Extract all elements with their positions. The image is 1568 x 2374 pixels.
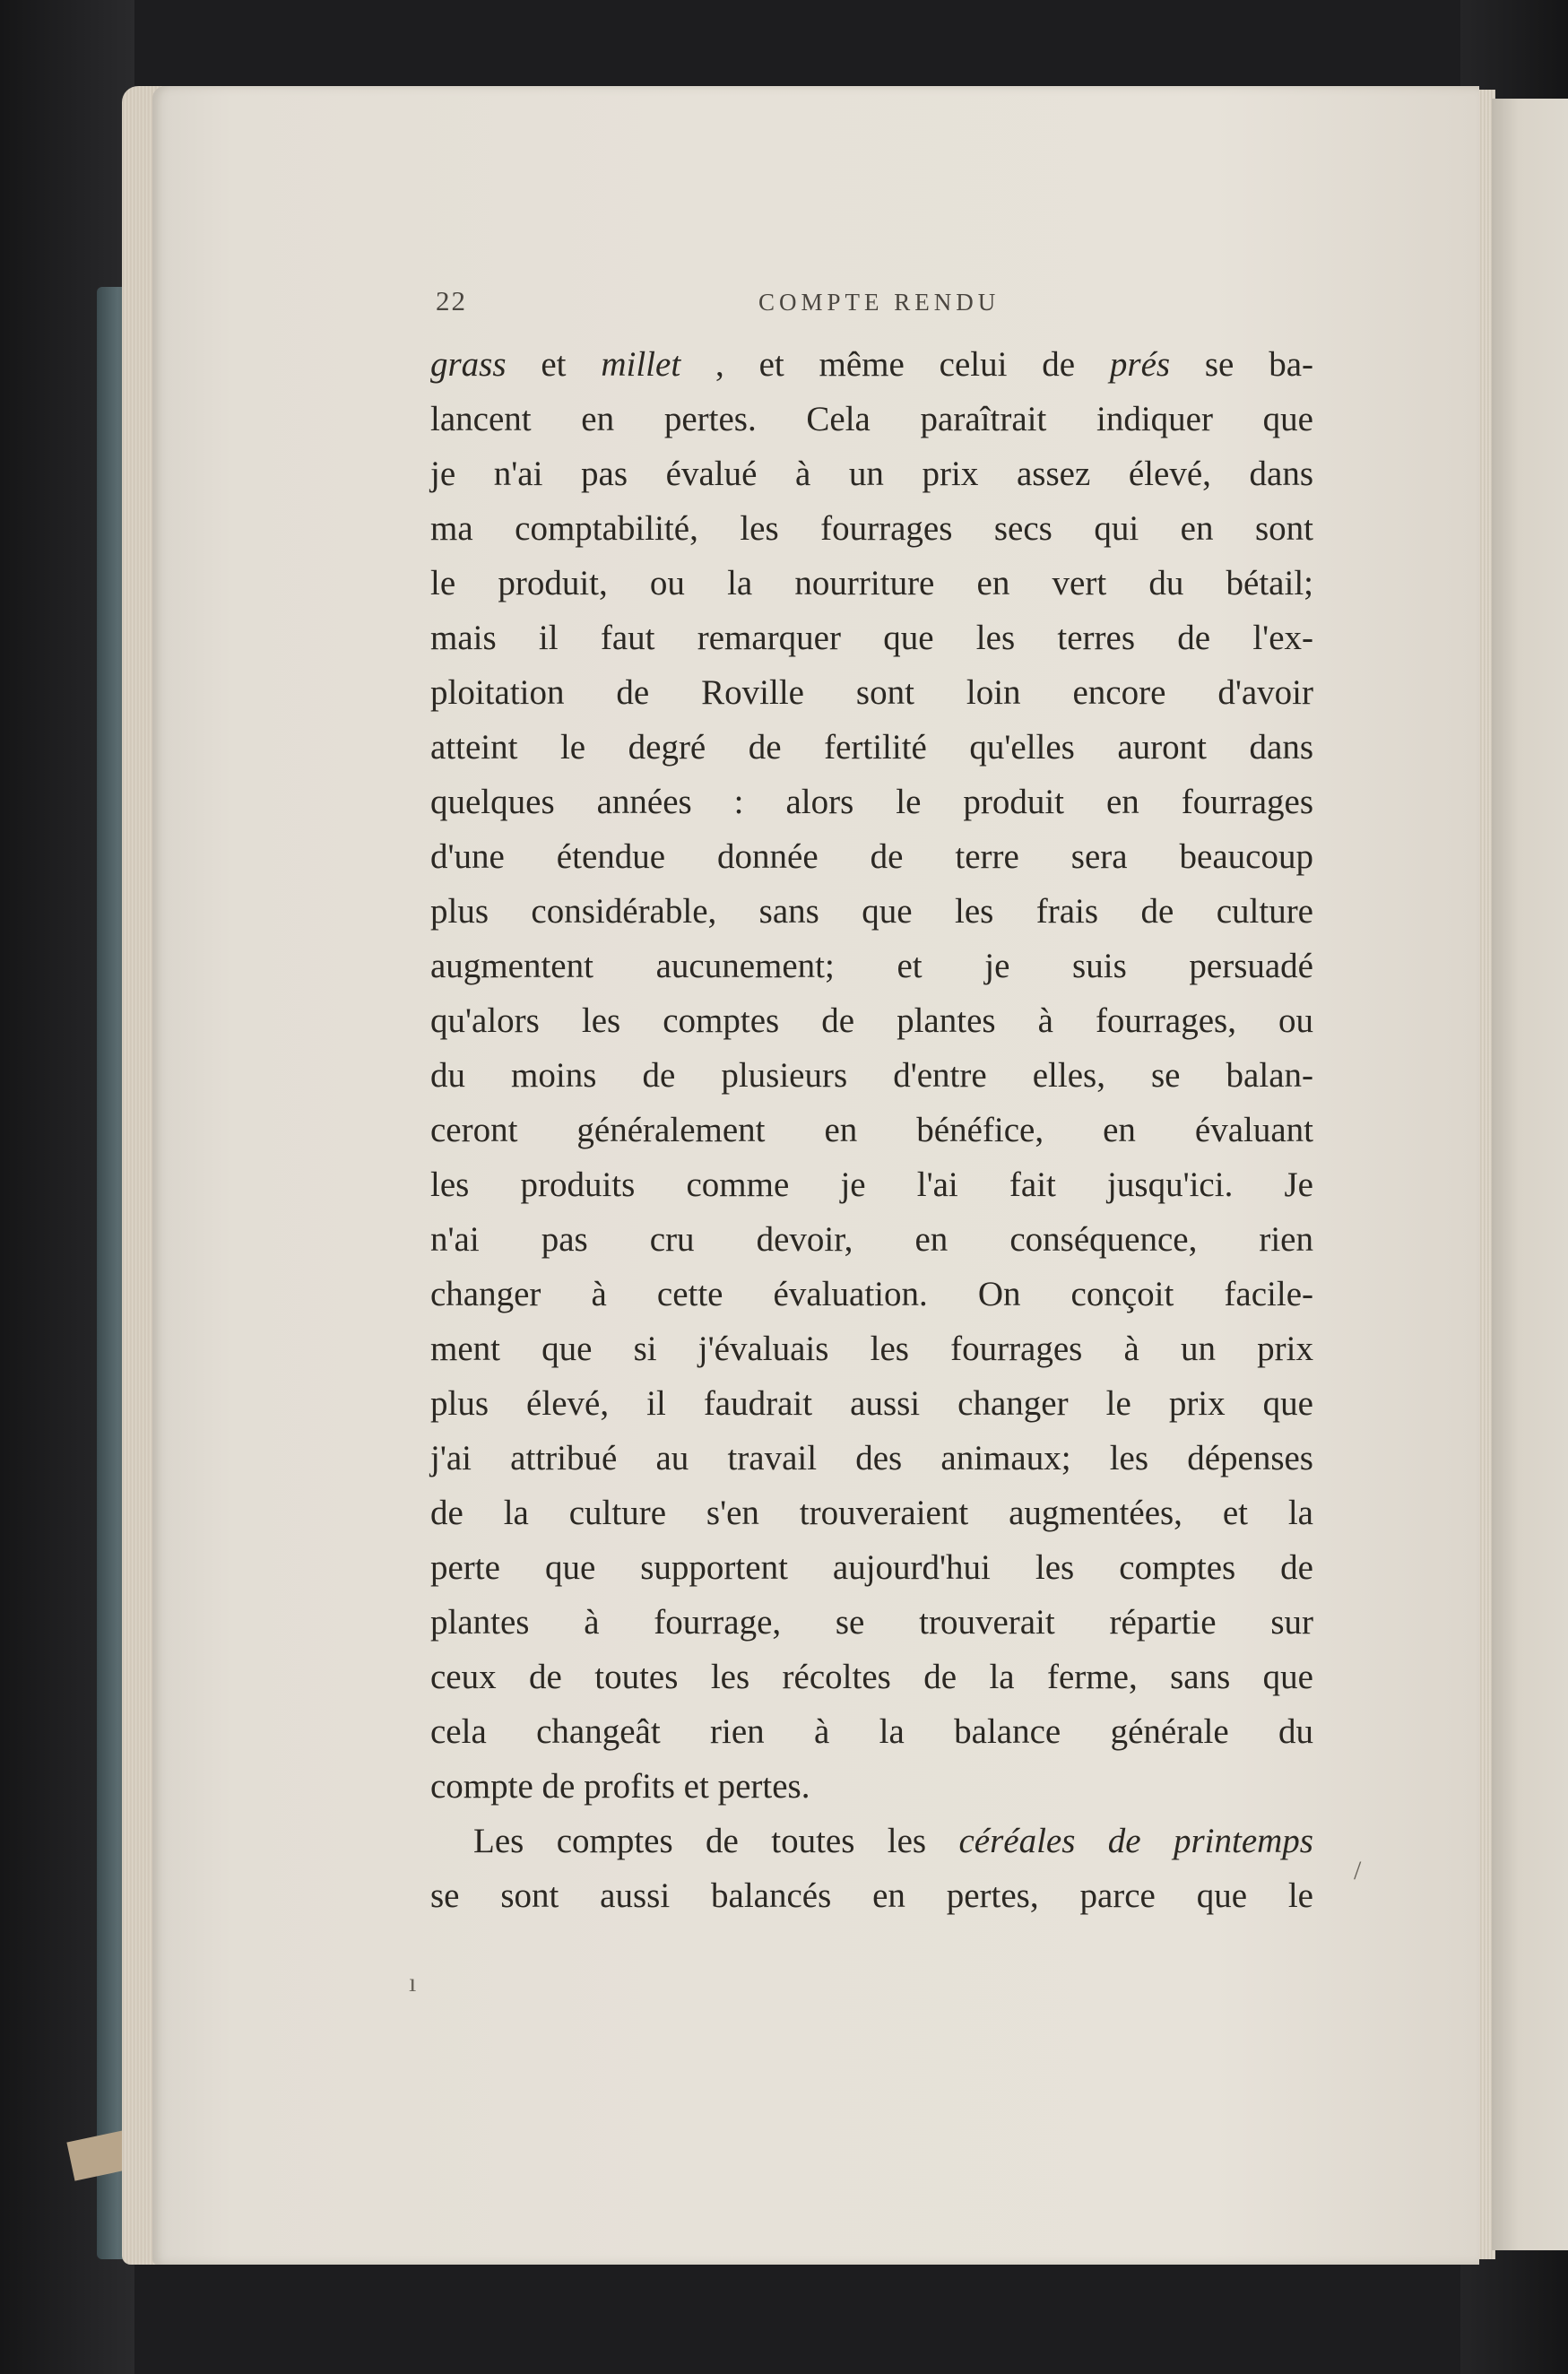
italic-term: céréales de printemps: [958, 1822, 1313, 1860]
text-run: ment que si j'évaluais les fourrages à un prix: [430, 1330, 1313, 1368]
text-line: [430, 993, 1313, 1048]
text-run: et: [506, 345, 602, 384]
text-run: se ba-: [1170, 345, 1313, 384]
text-line: [430, 775, 1313, 829]
text-run: , et même celui de: [680, 345, 1110, 384]
text-run: ceux de toutes les récoltes de la ferme, sans que: [430, 1658, 1313, 1696]
text-run: se sont aussi balancés en pertes, parce que le: [430, 1876, 1313, 1915]
text-run: plus considérable, sans que les frais de culture: [430, 892, 1313, 931]
text-line: [430, 1376, 1313, 1431]
text-line: [430, 665, 1313, 720]
text-line: [430, 1103, 1313, 1157]
text-line: [430, 556, 1313, 611]
text-line: [430, 1048, 1313, 1103]
italic-term: prés: [1109, 345, 1171, 384]
page-number: 22: [436, 285, 467, 316]
text-run: compte de profits et pertes.: [430, 1767, 810, 1806]
text-run: mais il faut remarquer que les terres de l'ex-: [430, 619, 1313, 657]
text-run: plantes à fourrage, se trouverait répartie sur: [430, 1603, 1313, 1642]
text-run: changer à cette évaluation. On conçoit facile-: [430, 1275, 1313, 1313]
text-line: [430, 611, 1313, 665]
text-run: augmentent aucunement; et je suis persuadé: [430, 947, 1313, 985]
running-header: [436, 285, 1009, 330]
text-line: [430, 1540, 1313, 1595]
text-run: de la culture s'en trouveraient augmentées, et la: [430, 1494, 1313, 1532]
text-run: j'ai attribué au travail des animaux; les dépenses: [430, 1439, 1313, 1477]
text-run: les produits comme je l'ai fait jusqu'ici. Je: [430, 1165, 1313, 1204]
text-line: [430, 884, 1313, 939]
running-title: COMPTE RENDU: [758, 289, 1001, 316]
text-run: lancent en pertes. Cela paraîtrait indiquer que: [430, 400, 1313, 438]
text-run: n'ai pas cru devoir, en conséquence, rien: [430, 1220, 1313, 1259]
text-run: perte que supportent aujourd'hui les comptes de: [430, 1548, 1313, 1587]
body-text: [430, 337, 1313, 1923]
text-run: ma comptabilité, les fourrages secs qui en sont: [430, 509, 1313, 548]
text-line: [430, 1650, 1313, 1704]
text-run: atteint le degré de fertilité qu'elles auront dans: [430, 728, 1313, 767]
text-line: [430, 337, 1313, 392]
text-line: [430, 1595, 1313, 1650]
text-line: [430, 829, 1313, 884]
italic-term: grass: [430, 345, 507, 384]
text-line: [430, 1321, 1313, 1376]
text-run: Les comptes de toutes les: [473, 1822, 959, 1860]
text-line: [430, 501, 1313, 556]
text-run: du moins de plusieurs d'entre elles, se balan-: [430, 1056, 1313, 1095]
text-line: [430, 1486, 1313, 1540]
facing-page-edge: [1492, 99, 1568, 2250]
italic-term: millet: [601, 345, 681, 384]
text-run: cela changeât rien à la balance générale du: [430, 1712, 1313, 1751]
text-run: quelques années : alors le produit en fourrages: [430, 783, 1313, 821]
text-run: ceront généralement en bénéfice, en évaluant: [430, 1111, 1313, 1149]
text-line: [430, 1868, 1313, 1923]
text-line: [430, 1267, 1313, 1321]
text-line: [430, 1431, 1313, 1486]
text-line: [430, 392, 1313, 446]
ink-speck: ı: [409, 1968, 417, 1997]
text-line: [430, 1814, 1313, 1868]
text-run: le produit, ou la nourriture en vert du bétail;: [430, 564, 1313, 602]
text-line: [430, 446, 1313, 501]
text-line: [430, 1212, 1313, 1267]
text-line: [430, 1157, 1313, 1212]
text-line: [430, 939, 1313, 993]
ink-speck: /: [1354, 1856, 1362, 1885]
text-run: qu'alors les comptes de plantes à fourrages, ou: [430, 1001, 1313, 1040]
text-run: ploitation de Roville sont loin encore d'avoir: [430, 673, 1313, 712]
text-line: [430, 1759, 1313, 1814]
text-line: [430, 720, 1313, 775]
text-run: plus élevé, il faudrait aussi changer le prix que: [430, 1384, 1313, 1423]
text-line: [430, 1704, 1313, 1759]
text-run: je n'ai pas évalué à un prix assez élevé, dans: [430, 455, 1313, 493]
text-run: d'une étendue donnée de terre sera beaucoup: [430, 837, 1313, 876]
